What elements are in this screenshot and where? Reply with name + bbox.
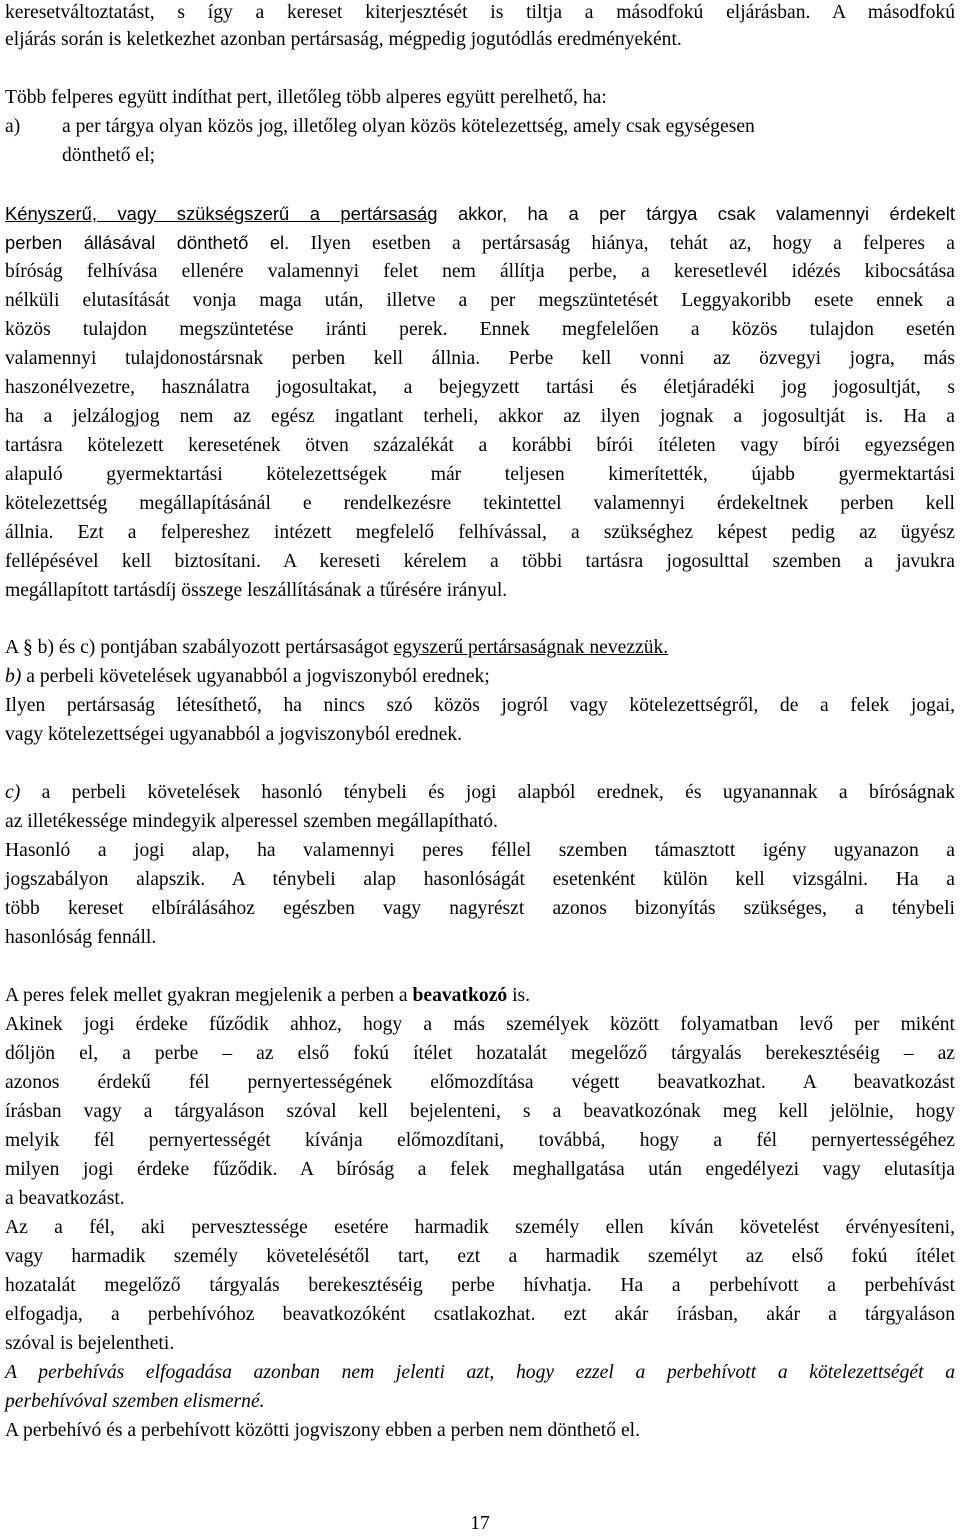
text-span: Ilyen esetben a pertársaság hiánya, tehát az, hogy a felperes a [289, 233, 955, 254]
text-line [5, 782, 955, 804]
text-line [5, 666, 490, 688]
text-line: fellépésével kell biztosítani. A kereseti kérelem a többi tartásra jogosulttal szemben a javukra [5, 551, 955, 572]
text-line: hasonlóság fennáll. [5, 927, 157, 948]
text-line: jogszabályon alapszik. A ténybeli alap hasonlóságát esetenként külön kell vizsgálni. Ha a [5, 869, 955, 890]
text-line: azonos érdekű fél pernyertességének előmozdítása végett beavatkozhat. A beavatkozást [5, 1072, 955, 1093]
text-line: bíróság felhívása ellenére valamennyi felet nem állítja perbe, a keresetlevél idézés kibocsátása [5, 261, 955, 282]
text-line [5, 232, 955, 255]
text-line [5, 203, 955, 225]
text-span: a perbeli követelések ugyanabból a jogviszonyból erednek; [21, 666, 490, 687]
text-line: dönthető el; [62, 145, 156, 166]
text-line: A perbehívó és a perbehívott közötti jogviszony ebben a perben nem dönthető el. [5, 1420, 640, 1441]
text-span: a perbeli követelések hasonló ténybeli és jogi alapból erednek, és ugyanannak a bíróságnak [20, 782, 955, 803]
text-span: akkor, ha a per tárgya csak valamennyi érdekelt [437, 203, 955, 224]
text-line: perbehívóval szemben elismerné. [5, 1391, 265, 1412]
text-line: írásban vagy a tárgyaláson szóval kell bejelenteni, s a beavatkozónak meg kell jelölnie, hogy [5, 1101, 955, 1122]
text-line: Több felperes együtt indíthat pert, illetőleg több alperes együtt perelhető, ha: [5, 87, 607, 108]
term-beavatkozo: beavatkozó [412, 985, 508, 1006]
text-span: perben állásával dönthető el. [5, 232, 290, 253]
text-line: Az a fél, aki pervesztessége esetére harmadik személy ellen kíván követelést érvényesíteni, [5, 1217, 955, 1238]
text-line: megállapított tartásdíj összege leszállításának a tűrésére irányul. [5, 580, 508, 601]
text-line: vagy harmadik személy követelésétől tart, ezt a harmadik személyt az első fokú ítélet [5, 1246, 955, 1267]
text-line: dőljön el, a perbe – az első fokú ítélet hozatalát megelőző tárgyalás berekesztéséig – az [5, 1043, 955, 1064]
text-line: eljárás során is keletkezhet azonban pertársaság, mégpedig jogutódlás eredményeként. [5, 29, 682, 50]
text-line: melyik fél pernyertességét kívánja előmozdítani, továbbá, hogy a fél pernyertességéhez [5, 1130, 955, 1151]
text-line: több kereset elbírálásához egészben vagy nagyrészt azonos bizonyítás szükséges, a ténybeli [5, 898, 955, 919]
text-line [5, 637, 668, 659]
text-span: is. [507, 985, 531, 1006]
text-line: közös tulajdon megszüntetése iránti perek. Ennek megfelelően a közös tulajdon esetén [5, 319, 955, 340]
text-line: ha a jelzálogjog nem az egész ingatlant terheli, akkor az ilyen jognak a jogosultját is. Ha a [5, 406, 955, 427]
text-line: a per tárgya olyan közös jog, illetőleg olyan közös kötelezettség, amely csak egységesen [62, 116, 755, 137]
text-line: kötelezettség megállapításánál e rendelkezésre tekintettel valamennyi érdekeltnek perben kell [5, 493, 955, 514]
text-line: haszonélvezetre, használatra jogosultakat, a bejegyzett tartási és életjáradéki jog jogosultját, s [5, 377, 955, 398]
text-line [5, 985, 530, 1007]
text-line: keresetváltoztatást, s így a kereset kiterjesztését is tiltja a másodfokú eljárásban. A másodfokú [5, 2, 955, 23]
text-line: szóval is bejelentheti. [5, 1333, 175, 1354]
text-line: hozatalát megelőző tárgyalás berekesztéséig perbe hívhatja. Ha a perbehívott a perbehívást [5, 1275, 955, 1296]
text-line: vagy kötelezettségei ugyanabból a jogviszonyból erednek. [5, 724, 463, 745]
text-line: nélküli elutasítását vonja maga után, illetve a per megszüntetését Leggyakoribb esete ennek a [5, 290, 955, 311]
text-line: állnia. Ezt a felpereshez intézett megfelelő felhívással, a szükséghez képest pedig az ügyész [5, 522, 955, 543]
text-span: A peres felek mellet gyakran megjelenik a perben a [5, 985, 413, 1006]
text-line: A perbehívás elfogadása azonban nem jelenti azt, hogy ezzel a perbehívott a kötelezettségét a [5, 1362, 955, 1383]
term-kenyszeru-pertarsasag: Kényszerű, vagy szükségszerű a pertársaság [5, 203, 438, 224]
page-number: 17 [470, 1513, 490, 1534]
text-line: az illetékessége mindegyik alperessel szemben megállapítható. [5, 811, 498, 832]
text-line: Hasonló a jogi alap, ha valamennyi peres féllel szemben támasztott igény ugyanazon a [5, 840, 955, 861]
text-line: elfogadja, a perbehívóhoz beavatkozóként csatlakozhat. ezt akár írásban, akár a tárgyaláson [5, 1304, 955, 1325]
text-line: alapuló gyermektartási kötelezettségek már teljesen kimerítették, újabb gyermektartási [5, 464, 955, 485]
text-line: a beavatkozást. [5, 1188, 125, 1209]
list-marker-a: a) [5, 116, 21, 137]
text-line: valamennyi tulajdonostársnak perben kell állnia. Perbe kell vonni az özvegyi jogra, más [5, 348, 955, 369]
list-marker-b: b) [5, 666, 22, 687]
text-line: Ilyen pertársaság létesíthető, ha nincs szó közös jogról vagy kötelezettségről, de a felek jogai, [5, 695, 955, 716]
list-marker-c: c) [5, 782, 21, 803]
text-span: A § b) és c) pontjában szabályozott pertársaságot [5, 637, 394, 658]
text-line: tartásra kötelezett keresetének ötven százalékát a korábbi bírói ítéleten vagy bírói egyezségen [5, 435, 955, 456]
text-line: Akinek jogi érdeke fűződik ahhoz, hogy a más személyek között folyamatban levő per miként [5, 1014, 955, 1035]
text-line: milyen jogi érdeke fűződik. A bíróság a felek meghallgatása után engedélyezi vagy elutasítja [5, 1159, 955, 1180]
term-egyszeru-pertarsasag: egyszerű pertársaságnak nevezzük. [393, 637, 669, 658]
